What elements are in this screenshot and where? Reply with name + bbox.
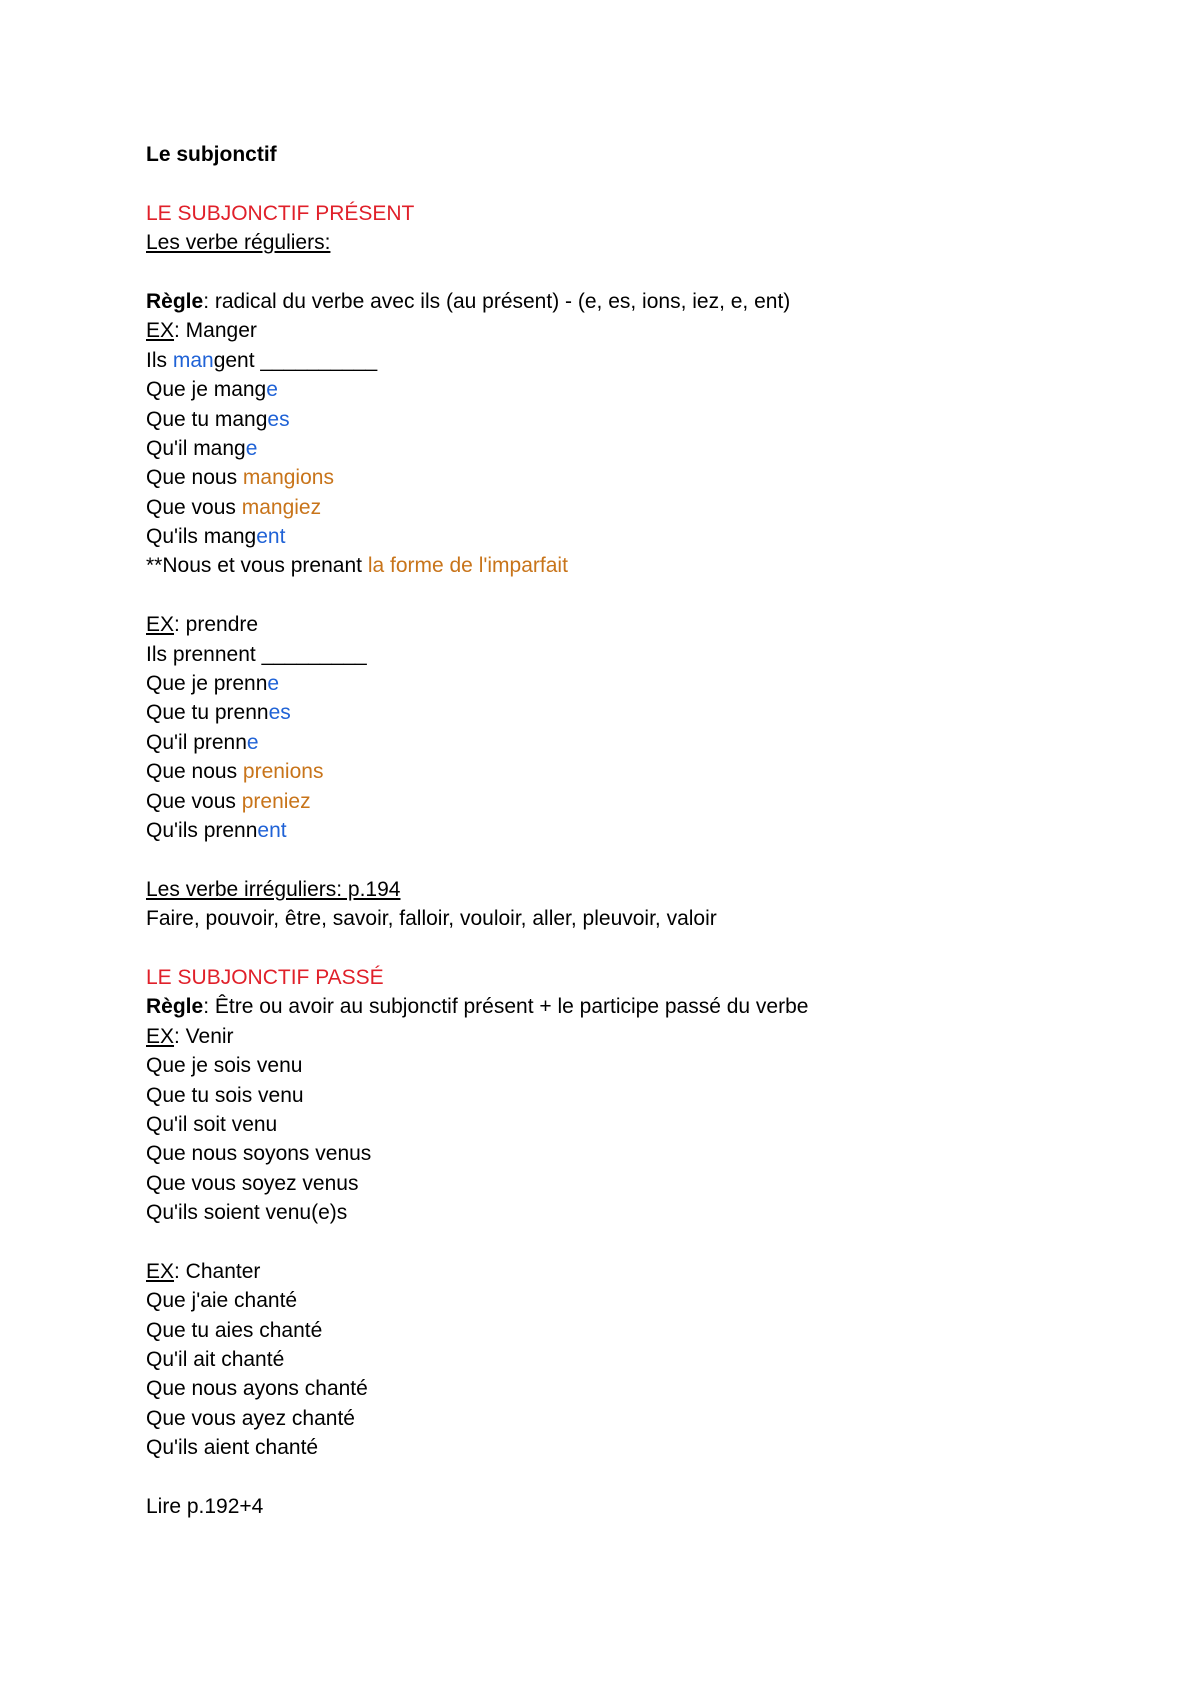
spacer xyxy=(146,934,1140,963)
conjugation-venir xyxy=(146,1051,1140,1227)
conjugation-line: Que vous soyez venus xyxy=(146,1171,359,1195)
conjugation-ending: preniez xyxy=(241,789,311,813)
conjugation-line: Que j'aie chanté xyxy=(146,1289,298,1313)
conjugation-line: Que vous ayez chanté xyxy=(146,1406,355,1430)
conjugation-line: Qu'ils aient chanté xyxy=(146,1436,319,1460)
conjugation-stem: Que je mang xyxy=(146,378,267,402)
conjugation-line: Que tu sois venu xyxy=(146,1083,304,1107)
conjugation-stem: Que vous xyxy=(146,789,242,813)
imparfait-note xyxy=(146,551,1140,580)
conjugation-prendre xyxy=(146,669,1140,845)
spacer xyxy=(146,581,1140,610)
note-text: **Nous et vous prenant xyxy=(146,554,368,578)
conjugation-line: Que nous soyons venus xyxy=(146,1142,372,1166)
irregular-verbs-list: Faire, pouvoir, être, savoir, falloir, vouloir, aller, pleuvoir, valoir xyxy=(146,907,717,931)
conjugation-stem: Que nous xyxy=(146,760,243,784)
ex-verb: : Venir xyxy=(174,1024,234,1048)
conjugation-stem: Que vous xyxy=(146,495,242,519)
ils-prefix: Ils xyxy=(146,348,173,372)
conjugation-stem: Que je prenn xyxy=(146,672,268,696)
past-rule xyxy=(146,992,1140,1021)
spacer xyxy=(146,1227,1140,1256)
conjugation-stem: Que tu mang xyxy=(146,407,268,431)
conjugation-line xyxy=(146,787,1140,816)
present-rule xyxy=(146,287,1140,316)
spacer xyxy=(146,169,1140,198)
conjugation-line: Que je sois venu xyxy=(146,1054,303,1078)
conjugation-line: Qu'il soit venu xyxy=(146,1112,278,1136)
conjugation-chanter xyxy=(146,1286,1140,1462)
document-title: Le subjonctif xyxy=(146,143,277,166)
ex-verb: : Chanter xyxy=(174,1259,261,1283)
conjugation-line xyxy=(146,698,1140,727)
present-heading: LE SUBJONCTIF PRÉSENT xyxy=(146,201,415,225)
spacer xyxy=(146,258,1140,287)
conjugation-line xyxy=(146,434,1140,463)
conjugation-stem: Qu'ils prenn xyxy=(146,818,258,842)
conjugation-stem: Qu'ils mang xyxy=(146,525,257,549)
ex-label: EX xyxy=(146,613,175,637)
conjugation-ending: es xyxy=(268,701,291,725)
regular-verbs-label: Les verbe réguliers: xyxy=(146,231,331,255)
conjugation-line xyxy=(146,493,1140,522)
example-prendre xyxy=(146,610,1140,639)
irregular-verbs-label: Les verbe irréguliers: p.194 xyxy=(146,877,401,901)
conjugation-line: Qu'ils soient venu(e)s xyxy=(146,1201,348,1225)
ex-label: EX xyxy=(146,1259,175,1283)
conjugation-ending: e xyxy=(246,730,259,754)
conjugation-stem: Qu'il mang xyxy=(146,436,246,460)
rule-text: : Être ou avoir au subjonctif présent + le participe passé du verbe xyxy=(203,995,809,1019)
ex-label: EX xyxy=(146,1024,175,1048)
conjugation-line xyxy=(146,375,1140,404)
spacer xyxy=(146,1463,1140,1492)
conjugation-line xyxy=(146,816,1140,845)
rule-label: Règle xyxy=(146,289,204,313)
document-page xyxy=(146,140,1140,1521)
ils-mangent-line xyxy=(146,346,1140,375)
conjugation-line: Que tu aies chanté xyxy=(146,1318,323,1342)
spacer xyxy=(146,845,1140,874)
conjugation-line: Que nous ayons chanté xyxy=(146,1377,368,1401)
conjugation-line xyxy=(146,405,1140,434)
conjugation-ending: prenions xyxy=(242,760,324,784)
example-venir xyxy=(146,1022,1140,1051)
example-manger xyxy=(146,316,1140,345)
conjugation-ending: mangions xyxy=(242,466,334,490)
example-chanter xyxy=(146,1257,1140,1286)
ils-suffix: gent __________ xyxy=(213,348,378,372)
conjugation-line xyxy=(146,757,1140,786)
conjugation-ending: ent xyxy=(256,525,286,549)
rule-text: : radical du verbe avec ils (au présent) - (e, es, ions, iez, e, ent) xyxy=(203,289,791,313)
conjugation-line xyxy=(146,463,1140,492)
conjugation-line: Qu'il ait chanté xyxy=(146,1348,285,1372)
conjugation-line xyxy=(146,669,1140,698)
rule-label: Règle xyxy=(146,995,204,1019)
past-heading: LE SUBJONCTIF PASSÉ xyxy=(146,965,384,989)
ils-stem: man xyxy=(172,348,214,372)
conjugation-stem: Que nous xyxy=(146,466,243,490)
conjugation-ending: mangiez xyxy=(241,495,322,519)
note-highlight: la forme de l'imparfait xyxy=(367,554,568,578)
footer-reading: Lire p.192+4 xyxy=(146,1494,264,1518)
conjugation-stem: Qu'il prenn xyxy=(146,730,247,754)
ex-verb: : prendre xyxy=(174,613,259,637)
conjugation-ending: ent xyxy=(257,818,287,842)
ils-prennent-line: Ils prennent _________ xyxy=(146,642,367,666)
ex-label: EX xyxy=(146,319,175,343)
conjugation-ending: e xyxy=(266,378,278,402)
conjugation-ending: e xyxy=(267,672,280,696)
conjugation-ending: es xyxy=(267,407,290,431)
ex-verb: : Manger xyxy=(174,319,257,343)
conjugation-stem: Que tu prenn xyxy=(146,701,269,725)
conjugation-line xyxy=(146,522,1140,551)
conjugation-manger xyxy=(146,375,1140,551)
conjugation-ending: e xyxy=(245,436,258,460)
conjugation-line xyxy=(146,728,1140,757)
